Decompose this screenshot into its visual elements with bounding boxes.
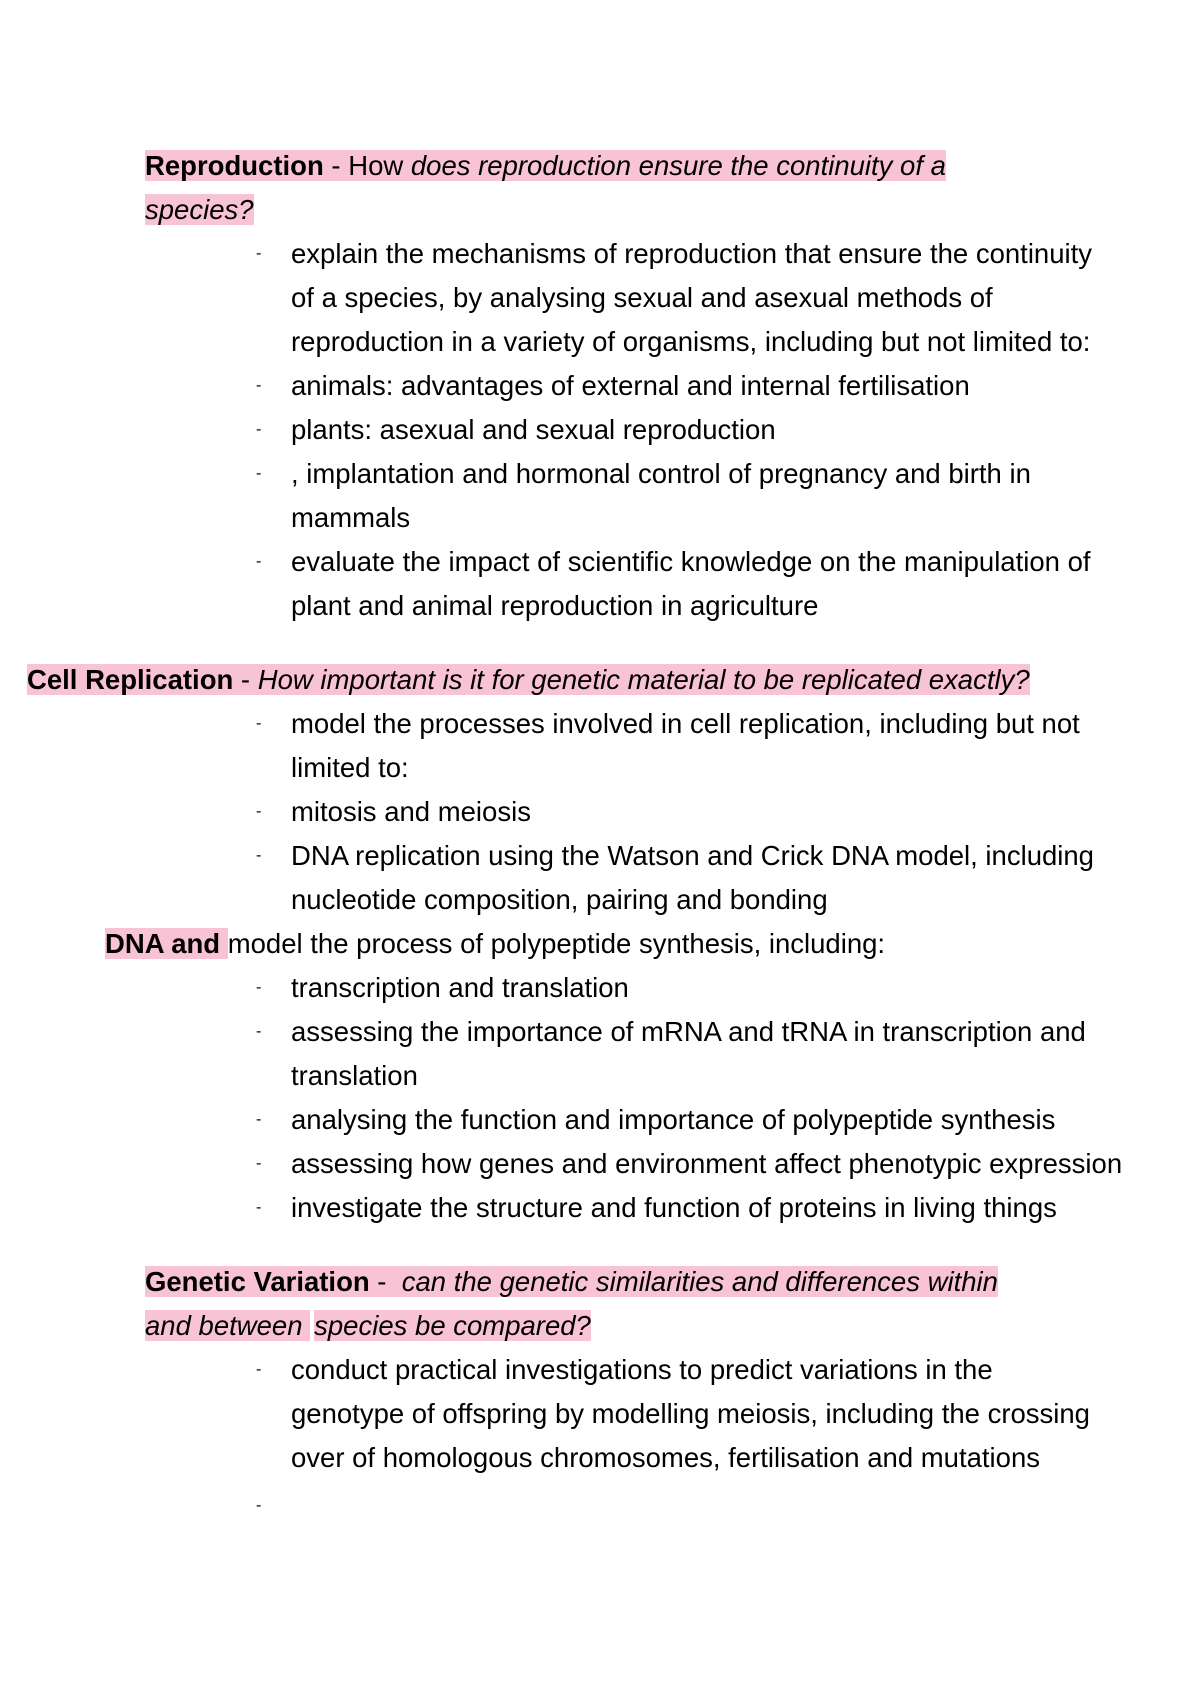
list-item: DNA replication using the Watson and Crick DNA model, including <box>291 840 1094 871</box>
genetic-variation-heading <box>145 1262 998 1302</box>
genetic-variation-question-part-a: and between <box>145 1310 311 1341</box>
list-item: plants: asexual and sexual reproduction <box>291 414 776 445</box>
bullet-dash: - <box>256 421 262 438</box>
list-item: model the processes involved in cell replication, including but not <box>291 708 1080 739</box>
list-item: analysing the function and importance of polypeptide synthesis <box>291 1104 1056 1135</box>
bullet-dash: - <box>256 1023 262 1040</box>
bullet-dash: - <box>256 803 262 820</box>
reproduction-title: Reproduction <box>145 150 324 181</box>
list-item-cont: of a species, by analysing sexual and asexual methods of <box>291 282 993 313</box>
list-item: investigate the structure and function of proteins in living things <box>291 1192 1057 1223</box>
bullet-dash: - <box>256 377 262 394</box>
list-item: assessing how genes and environment affect phenotypic expression <box>291 1148 1123 1179</box>
list-item: conduct practical investigations to predict variations in the <box>291 1354 993 1385</box>
list-item-cont: over of homologous chromosomes, fertilisation and mutations <box>291 1442 1040 1473</box>
cell-replication-question: How important is it for genetic material to be replicated exactly? <box>257 664 1030 695</box>
list-item: explain the mechanisms of reproduction that ensure the continuity <box>291 238 1093 269</box>
list-item-cont: plant and animal reproduction in agriculture <box>291 590 819 621</box>
genetic-variation-question-part-b: species be compared? <box>314 1310 591 1341</box>
list-item-cont: mammals <box>291 502 411 533</box>
list-item: , implantation and hormonal control of pregnancy and birth in <box>291 458 1031 489</box>
list-item: mitosis and meiosis <box>291 796 531 827</box>
dna-lead-text: model the process of polypeptide synthesis, including: <box>227 928 886 959</box>
dna-title: DNA and <box>105 928 228 959</box>
bullet-dash: - <box>256 1497 262 1514</box>
list-item: evaluate the impact of scientific knowledge on the manipulation of <box>291 546 1091 577</box>
list-item: assessing the importance of mRNA and tRNA in transcription and <box>291 1016 1086 1047</box>
dna-heading <box>105 924 885 964</box>
list-item-cont: translation <box>291 1060 418 1091</box>
list-item: animals: advantages of external and internal fertilisation <box>291 370 970 401</box>
bullet-dash: - <box>256 465 262 482</box>
bullet-dash: - <box>256 979 262 996</box>
reproduction-heading-line2 <box>145 190 254 230</box>
list-item-cont: genotype of offspring by modelling meiosis, including the crossing <box>291 1398 1090 1429</box>
bullet-dash: - <box>256 1111 262 1128</box>
bullet-dash: - <box>256 245 262 262</box>
list-item: transcription and translation <box>291 972 629 1003</box>
reproduction-question: does reproduction ensure the continuity of a <box>410 150 946 181</box>
bullet-dash: - <box>256 1199 262 1216</box>
genetic-variation-title: Genetic Variation <box>145 1266 370 1297</box>
bullet-dash: - <box>256 715 262 732</box>
reproduction-question-line2: species? <box>145 194 254 225</box>
reproduction-separator: - <box>323 150 349 181</box>
list-item-cont: reproduction in a variety of organisms, including but not limited to: <box>291 326 1091 357</box>
genetic-variation-separator: - <box>369 1266 402 1297</box>
bullet-dash: - <box>256 553 262 570</box>
list-item-cont: limited to: <box>291 752 409 783</box>
reproduction-question-start: How <box>348 150 411 181</box>
bullet-dash: - <box>256 1361 262 1378</box>
reproduction-heading <box>145 146 946 186</box>
cell-replication-separator: - <box>233 664 258 695</box>
bullet-dash: - <box>256 1155 262 1172</box>
genetic-variation-heading-line2 <box>145 1306 591 1346</box>
list-item-cont: nucleotide composition, pairing and bonding <box>291 884 828 915</box>
cell-replication-heading <box>27 660 1030 700</box>
bullet-dash: - <box>256 847 262 864</box>
cell-replication-title: Cell Replication <box>27 664 234 695</box>
genetic-variation-question: can the genetic similarities and differences within <box>401 1266 998 1297</box>
